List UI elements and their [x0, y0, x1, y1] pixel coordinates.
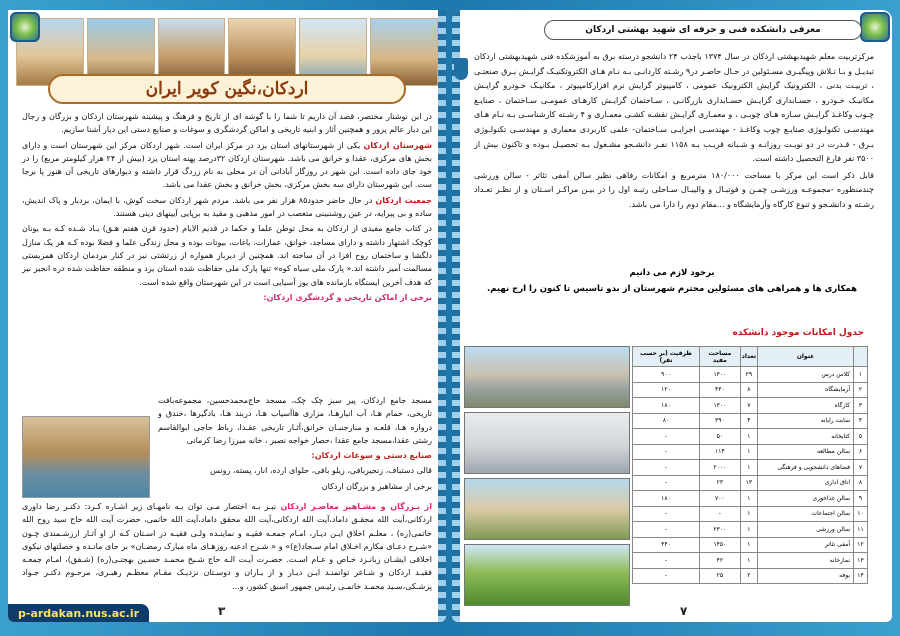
table-cell: -	[633, 522, 700, 538]
left-page	[8, 10, 446, 622]
table-cell: ۱	[740, 460, 757, 476]
table-cell: ۱۲	[854, 537, 868, 553]
table-cell: ۱	[740, 522, 757, 538]
table-cell: فضاهای دانشجویی و فرهنگی	[758, 460, 854, 476]
table-cell: ۱۱	[854, 522, 868, 538]
page-title: اردکان،نگین کویر ایران	[48, 74, 406, 104]
table-cell: کارگاه	[758, 398, 854, 414]
table-cell: ۱	[740, 444, 757, 460]
table-cell: ۴۳۰	[700, 382, 741, 398]
table-cell: آمفی تئاتر	[758, 537, 854, 553]
table-cell: ۱	[740, 429, 757, 445]
notables-paragraph	[22, 500, 432, 593]
table-cell: ۳	[854, 398, 868, 414]
right-page	[452, 10, 892, 622]
table-cell: ۲۹	[740, 367, 757, 383]
table-cell: -	[633, 460, 700, 476]
table-row	[633, 475, 868, 491]
table-cell: ۴	[740, 413, 757, 429]
left-text-middle	[158, 394, 432, 495]
table-cell: ۳۹۰	[700, 413, 741, 429]
attractions-heading: برخی از اماکن تاریخی و گردشگری اردکان:	[263, 292, 432, 302]
table-cell: نمازخانه	[758, 553, 854, 569]
population-heading: جمعیت اردکان	[375, 195, 433, 205]
table-row	[633, 506, 868, 522]
table-cell: ۴۲	[700, 553, 741, 569]
table-cell: -	[633, 568, 700, 584]
table-row	[633, 398, 868, 414]
table-row	[633, 491, 868, 507]
table-cell: سالن مطالعه	[758, 444, 854, 460]
table-cell: ۲۵	[700, 568, 741, 584]
table-row	[633, 413, 868, 429]
right-text	[474, 50, 874, 215]
table-cell: -	[633, 475, 700, 491]
facilities-table-body	[633, 367, 868, 584]
table-cell: ۵۰	[700, 429, 741, 445]
table-row	[633, 460, 868, 476]
table-cell: ۱	[740, 491, 757, 507]
table-cell: ۲	[854, 382, 868, 398]
college-photos	[464, 346, 630, 610]
population-paragraph	[22, 194, 432, 221]
table-row	[633, 522, 868, 538]
table-cell: ۷۰۰	[700, 491, 741, 507]
table-header-cell: مساحت مفید	[700, 347, 741, 367]
table-cell: ۲۳۰۰	[700, 522, 741, 538]
table-row	[633, 568, 868, 584]
table-cell: ۱۲۰	[633, 382, 700, 398]
right-page-header: معرفی دانشکده فنی و حرفه ای شهید بهشتی اردکان	[544, 20, 862, 40]
decorative-ribbon	[452, 10, 460, 622]
table-cell: ۴۴۰	[633, 537, 700, 553]
intro-paragraph: در این نوشتار مختصر، قصد آن داریم تا شما را با گوشه ای از تاریخ و فرهنگ و پیشینه شهرستان اردکان و بزرگان و رجال این دیار عالم پرور و همچنین آثار و ابنیه تاریخی و اماکن گردشگری و سوغات و صنایع دستی این دیار آشنا سازیم.	[22, 112, 432, 135]
photo-garden-house	[22, 416, 150, 498]
table-header-cell: عنوان	[758, 347, 854, 367]
table-cell: -	[633, 553, 700, 569]
table-header-row	[633, 347, 868, 367]
left-text-lower	[22, 500, 432, 595]
table-cell: ۱۳	[854, 553, 868, 569]
city-heading: شهرستان اردکان	[363, 140, 433, 150]
table-cell: ۸	[854, 475, 868, 491]
table-cell: کلاس درس	[758, 367, 854, 383]
table-row	[633, 444, 868, 460]
table-cell: ۷	[854, 460, 868, 476]
corner-ornament-icon	[10, 12, 40, 42]
table-cell: بوفه	[758, 568, 854, 584]
table-cell: ۹۰۰	[633, 367, 700, 383]
table-cell: ۹	[854, 491, 868, 507]
table-cell: ۲	[740, 568, 757, 584]
page-number-right: ۷	[680, 604, 688, 618]
table-cell: ۵	[854, 429, 868, 445]
table-cell: ۸	[740, 382, 757, 398]
crafts-heading: صنایع دستی و سوغات اردکان:	[311, 451, 432, 461]
table-cell: سالن غذاخوری	[758, 491, 854, 507]
table-cell: ۱	[740, 537, 757, 553]
table-row	[633, 537, 868, 553]
history-paragraph: در کتاب جامع مفیدی از اردکان به محل توطن علما و حکما در قدیم الایام (حدود قرن هفتم هـق) یـاد شـده کـه بـه یونان کوچک اشتهار داشته و دارای مساجد، خوانق، عمارات، باغات، بیوتات بوده و محل زندگی علما و فضلا بوده کـه هر یک منازل دلگشا و ساختمان روح افزا در آن ساخته اند. همچنین از دیرباز همواره از زرتشتی نیز در کنار مردمان اردکان همزیستی مسالمت آمیز داشته اند.« پارک ملی سیاه کوه» تنها پارک ملی حفاظت شده استان یزد و منطقه حفاظت شده دره انجیر نیز که هدف آخرین ایستگاه بازمانده های یوز آسیایی است در این شهرستان واقع شده است.	[22, 224, 432, 287]
table-cell: ۷	[740, 398, 757, 414]
corner-ornament-icon	[860, 12, 890, 42]
table-cell: ۱۳	[740, 475, 757, 491]
college-paragraph-2: قابل ذکر است این مرکز با مساحت ۱۸۰/۰۰۰ مترمربع و امکانات رفاهی نظیر سالن آمفی تئاتر - سالن ورزشی چندمنظوره -مجموعـه ورزشـی چمـن و فوتبـال و والیبـال سـاحلی رتبـه اول را در بیـن مراکـز اسـتان و از نظـر تعـداد رشـته و دانشـجو و تنوع کارگاه وآزمایشگاه و ...مقام دوم را دارا می باشد.	[474, 170, 874, 209]
table-cell: آزمایشگاه	[758, 382, 854, 398]
photo-computer-lab	[464, 412, 630, 474]
table-cell: سایت رایانه	[758, 413, 854, 429]
page-number-left: ۳	[218, 604, 226, 618]
table-cell: ۸۰	[633, 413, 700, 429]
notables-heading: از بـزرگان و مشـاهیر معاصـر اردکان	[280, 502, 432, 511]
table-row	[633, 382, 868, 398]
photo-college-entrance	[464, 346, 630, 408]
table-cell: ۱۳۰۰	[700, 367, 741, 383]
table-cell: ۲۰۰۰	[700, 460, 741, 476]
table-cell: اتاق اداری	[758, 475, 854, 491]
table-cell: ۱۸۰	[633, 491, 700, 507]
crafts-text: قالی دستباف، زنجیربافی، زیلو بافی، حلوای ارده، انار، پسته، رونس	[210, 466, 432, 476]
acknowledgement-line-2: همکاری ها و همراهی های مسئولین محترم شهرستان از بدو تاسیس تا کنون را ارج نهیم.	[487, 284, 857, 294]
table-cell: ۴	[854, 413, 868, 429]
website-link[interactable]: p-ardakan.nus.ac.ir	[8, 604, 149, 622]
college-paragraph-1: مرکزتربیت معلم شهیدبهشتی اردکان در سال ۱۳۷۴ باجذب ۲۴ دانشجو درسته برق به آموزشکده فنی شهیدبهشتی اردکان تبدیـل و بـا تـلاش وپیگیـری مسـئولین در حـال حاضـر در۹ رشـته کاردانـی بـه نـام هـای الکتروتکنیـک گرایـش بـرق صنعتـی ، تربیـت بدنی ، الکترونیک گرایش الکترونیک عمومی ، کامپیوتر گرایش نرم افزارکامپیوتر ، مکانیـک خـودرو گرایـش مکانیـک خـودرو ، حسـابداری گرایـش حسـابداری بازرگانـی ، سـاختمان گرایـش کارهـای عمومـی سـاختمان ، صنایـع چـوب وکاغـذ گرایـش سـازه هـای چوبـی ، و معمـاری گرایـش نقشـه کشـی معمـاری و ۴ رشـته کارشناسـی بـه نـام هـای مهندسـی تکنولـوژی صنایـع چوب وکاغـذ - مهندسـی اجرایـی سـاختمان- علمی کاربردی معماری و مهندسـی تکنولـوژی بـرق - قـدرت در دو نوبـت روزانـه و شـبانه قریـب بـه ۱۱۵۸ نفـر دانشـجو مشـغول بـه تحصیـل بـوده و تاکنون بیش از ۳۵۰۰ نفر فارغ التحصیل داشته است.	[474, 52, 875, 164]
table-cell: کتابخانه	[758, 429, 854, 445]
table-cell: سالن اجتماعات	[758, 506, 854, 522]
table-header-cell: ظرفیت (بر حسب نفر)	[633, 347, 700, 367]
table-row	[633, 367, 868, 383]
decorative-ribbon	[438, 10, 446, 622]
table-cell: ۱	[854, 367, 868, 383]
table-cell: ۶	[854, 444, 868, 460]
shield-logo-icon	[454, 58, 468, 80]
photo-campus-yard	[464, 478, 630, 540]
table-header-cell: تعداد	[740, 347, 757, 367]
table-header-cell	[854, 347, 868, 367]
facilities-table	[632, 346, 868, 584]
acknowledgement-line-1: برخود لازم می دانیم	[629, 268, 715, 278]
table-row	[633, 553, 868, 569]
attractions-text: مسجد جامع اردکان، پیر سبز چک چک، مسجد حاج‌محمدحسین، مجموعه‌بافت تاریخی، حمام هـا، آب انبارهـا، مزاری هاآسیاب هـا، دربند هـا، بادگیرها ،خندق و دروازه هـا، قلعـه و منارجنبـان خرانق،آثـار تاریخی عقـدا، رباط حاجی ابوالقاسم رشتی عقدا،مسجد جامع عقدا ،حصار خواجه نصیر ، خانه میرزا رضا کرمانی	[158, 396, 432, 445]
table-cell: ۲۳	[700, 475, 741, 491]
table-cell: ۱۸۰	[633, 398, 700, 414]
left-text-upper	[22, 110, 432, 306]
table-cell: ۱۳۰۰	[700, 398, 741, 414]
notables-text: نیـز بـه اختصار مـی توان بـه نامهـای زیر اشـاره کـرد: دکتـر رضا داوری اردکانی،آیت الله محقـق داماد،آیت الله اردکانی،آیت الله محقق داماد،آیت الله خاتمی، حضرت آیت الله حاج سید روح الله خاتمی(ره) ، معلـم اخلاق ایـن دیـار، امـام جمعـه فقیـه و نماینـده ولـی فقیـه در اسـتان کـه از او آثـار ارزشـمندی چـون «شـرح دعـای مکارم اخـلاق امام سـجاد(ع)» و « شـرح ادعیه روزهـای ماه مبارک رمضـان» بر جای مانـده و خصلتهای نیکوی اخلاقی ایشـان زبانـزد خـاص و عـام اسـت. حضـرت آیـت الـه حاج شـیخ محمـد حسـین بهجتـی(ره) (شـفق)، امـام جمعـه فقیـد اردکان و شـاعر توانمنـد ایـن دیـار و از یـاران و دوسـتان نزدیـک مقـام معظـم رهبـری، مرحـوم دکتـر جـواد پزشـکی،سـید محمـد خاتمـی رئیـس جمهور اسبق کشور، و...	[22, 502, 432, 591]
notables-intro: برخی از مشاهیر و بزرگان اردکان	[321, 481, 432, 491]
city-paragraph	[22, 139, 432, 192]
table-cell: ۱۴	[854, 568, 868, 584]
table-cell: ۱	[740, 506, 757, 522]
photo-football-field	[464, 544, 630, 606]
table-cell: ۱۴۵۰	[700, 537, 741, 553]
table-row	[633, 429, 868, 445]
table-cell: سالن ورزشی	[758, 522, 854, 538]
table-cell: -	[633, 444, 700, 460]
facilities-table-title: جدول امکانات موجود دانشکده	[732, 328, 864, 338]
city-text: یکی از شهرستانهای استان یزد در مرکز ایران است. شهر اردکان مرکز این شهرستان است و دارای بخش های مرکزی، عقدا و خرانق می باشد. شهرستان اردکان ۳۲درصد پهنه استان یزد (بیش از ۲۴ هزار کیلومتر مربع) را در خود جای داده است. این شهر در روزگار آبادانی آن در محلی به نام زردگ قرار داشته و دیوارهای تاریخی آن هنوز پا برجا ست. این شهرستان دارای سه بخش مرکزی، بخش خرانق و بخش عقدا می باشد.	[22, 140, 432, 190]
table-cell: -	[700, 506, 741, 522]
population-text: در حال حاضر حدود۸۵ هزار نفر می باشد. مردم شهر اردکان سخت کوش، با ایمان، بردبار و پاک اندیش، ساده و بی پیرایه، در عین روشنبینی متعصب در امور مذهبی و مقید به برپایی آیینهای دینی هستند.	[22, 195, 432, 219]
table-cell: -	[633, 429, 700, 445]
table-cell: ۱۱۴	[700, 444, 741, 460]
table-cell: -	[633, 506, 700, 522]
table-cell: ۱	[740, 553, 757, 569]
table-cell: ۱۰	[854, 506, 868, 522]
